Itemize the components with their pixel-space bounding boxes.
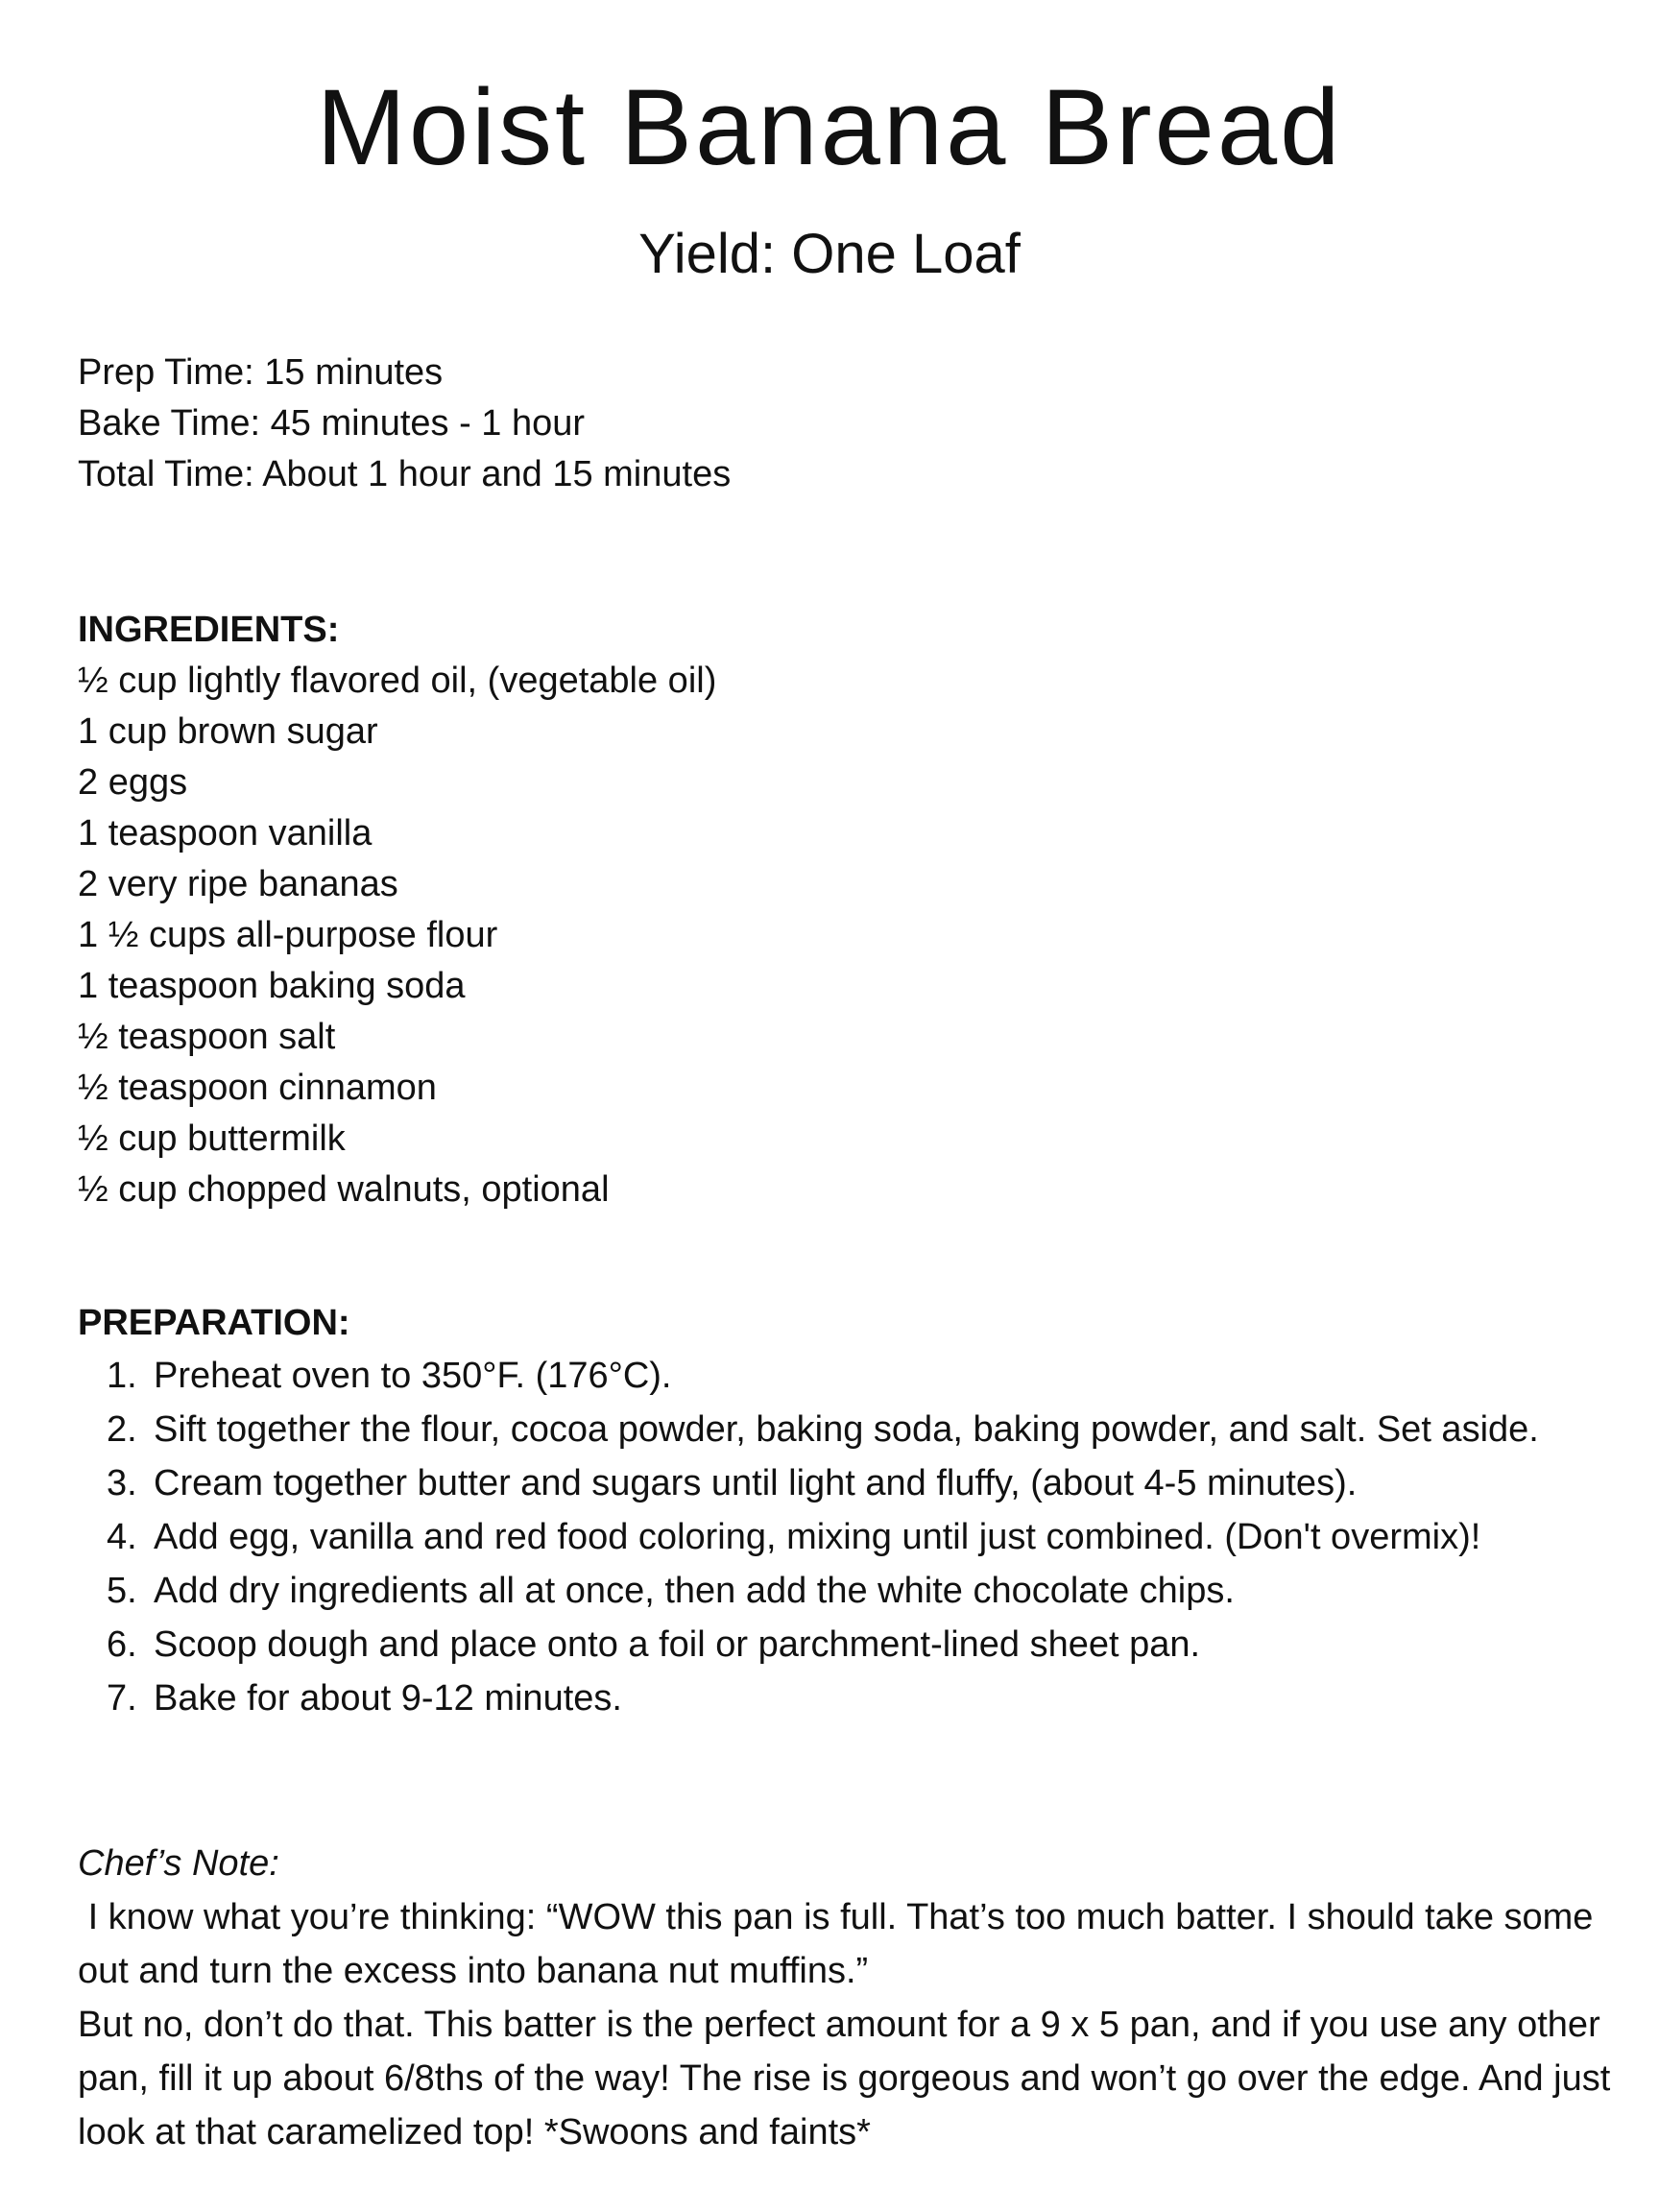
step-number: 5.	[107, 1571, 137, 1611]
total-time: Total Time: About 1 hour and 15 minutes	[78, 454, 732, 494]
preparation-step	[78, 1403, 1613, 1456]
ingredient-item: ½ cup lightly flavored oil, (vegetable oil)	[78, 661, 717, 701]
step-number: 3.	[107, 1463, 137, 1503]
ingredient-item: 2 very ripe bananas	[78, 864, 398, 904]
preparation-heading: PREPARATION:	[78, 1303, 350, 1343]
chefs-note-paragraph: I know what you’re thinking: “WOW this pan is full. That’s too much batter. I should take some out and turn the excess into banana nut muffins.”	[78, 1897, 1603, 1991]
preparation-step	[78, 1618, 1613, 1671]
recipe-yield: Yield: One Loaf	[638, 223, 1021, 285]
recipe-times	[78, 348, 731, 500]
step-text: Cream together butter and sugars until light and fluffy, (about 4-5 minutes).	[154, 1463, 1358, 1503]
ingredients-list	[78, 656, 716, 1215]
step-text: Bake for about 9-12 minutes.	[154, 1678, 622, 1719]
step-text: Add egg, vanilla and red food coloring, mixing until just combined. (Don't overmix)!	[154, 1517, 1481, 1557]
ingredient-item: 1 ½ cups all-purpose flour	[78, 915, 498, 955]
step-number: 7.	[107, 1678, 137, 1719]
preparation-step	[78, 1349, 1613, 1403]
preparation-step	[78, 1564, 1613, 1618]
step-text: Preheat oven to 350°F. (176°C).	[154, 1356, 672, 1396]
step-number: 1.	[107, 1356, 137, 1396]
ingredient-item: ½ teaspoon cinnamon	[78, 1068, 437, 1108]
ingredient-item: ½ cup buttermilk	[78, 1118, 346, 1159]
step-text: Scoop dough and place onto a foil or parchment-lined sheet pan.	[154, 1624, 1201, 1665]
step-number: 2.	[107, 1409, 137, 1450]
step-number: 4.	[107, 1517, 137, 1557]
chefs-note-label: Chef’s Note:	[78, 1843, 279, 1884]
ingredient-item: 1 teaspoon vanilla	[78, 813, 373, 854]
chefs-note	[78, 1837, 1614, 2159]
bake-time: Bake Time: 45 minutes - 1 hour	[78, 403, 586, 444]
ingredients-section	[78, 605, 716, 1215]
step-text: Add dry ingredients all at once, then add the white chocolate chips.	[154, 1571, 1235, 1611]
recipe-title: Moist Banana Bread	[316, 67, 1343, 187]
preparation-steps	[78, 1349, 1614, 1725]
step-text: Sift together the flour, cocoa powder, baking soda, baking powder, and salt. Set aside.	[154, 1409, 1539, 1450]
ingredient-item: 2 eggs	[78, 762, 188, 803]
ingredient-item: ½ cup chopped walnuts, optional	[78, 1169, 610, 1210]
preparation-step	[78, 1671, 1613, 1725]
prep-time: Prep Time: 15 minutes	[78, 352, 444, 393]
preparation-step	[78, 1456, 1613, 1510]
ingredient-item: 1 teaspoon baking soda	[78, 966, 466, 1006]
preparation-section	[78, 1298, 1614, 1725]
chefs-note-paragraph: But no, don’t do that. This batter is the perfect amount for a 9 x 5 pan, and if you use any other pan, fill it up about 6/8ths of the way! The rise is gorgeous and won’t go over the edge. And just look at that caramelized top! *Swoons and faints*	[78, 2005, 1611, 2152]
ingredient-item: 1 cup brown sugar	[78, 711, 378, 752]
step-number: 6.	[107, 1624, 137, 1665]
ingredients-heading: INGREDIENTS:	[78, 610, 340, 650]
preparation-step	[78, 1510, 1613, 1564]
ingredient-item: ½ teaspoon salt	[78, 1017, 336, 1057]
